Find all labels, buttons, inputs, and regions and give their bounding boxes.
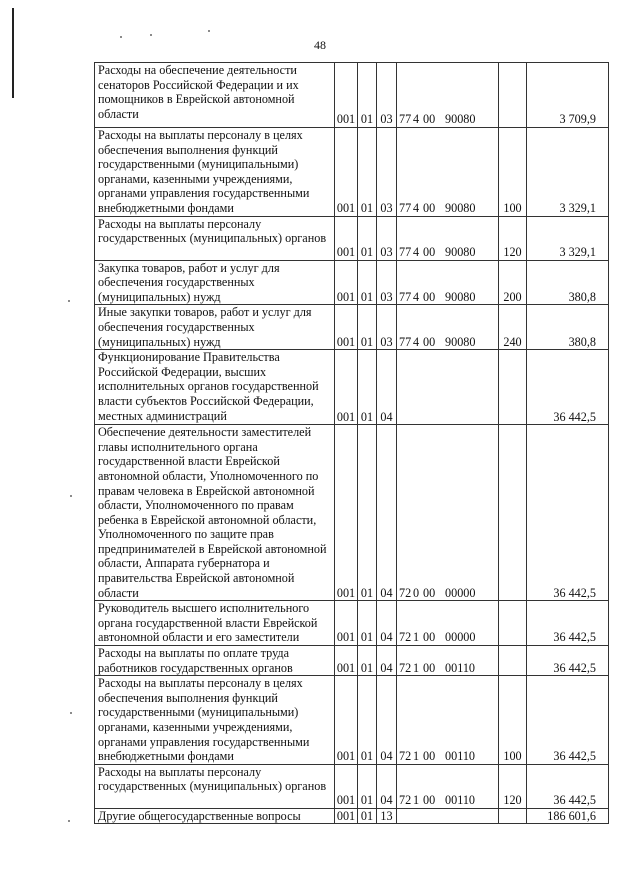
target-item-code-part: 00 <box>423 749 436 764</box>
target-item-code-part: 4 <box>413 289 420 304</box>
page-number: 48 <box>314 38 326 52</box>
expense-type-code-cell: 200 <box>499 260 527 305</box>
amount-cell: 3 329,1 <box>527 128 609 217</box>
expense-type-code-cell <box>499 601 527 646</box>
ministry-code-cell: 001 <box>335 128 358 217</box>
expense-type-code-cell: 120 <box>499 764 527 808</box>
target-item-code-part: 00 <box>423 112 436 127</box>
section-code-cell: 01 <box>358 216 377 260</box>
section-code-cell: 01 <box>358 260 377 305</box>
ministry-code-cell: 001 <box>335 260 358 305</box>
binding-line <box>12 8 14 98</box>
target-item-code-cell <box>397 764 499 808</box>
expense-name-cell: Другие общегосударственные вопросы <box>95 808 335 824</box>
budget-table <box>94 62 609 824</box>
section-code-cell: 01 <box>358 128 377 217</box>
target-item-code-cell <box>397 350 499 425</box>
scan-speck <box>208 30 210 32</box>
amount-cell: 3 329,1 <box>527 216 609 260</box>
target-item-code-part: 77 <box>399 289 412 304</box>
subsection-code-cell: 13 <box>377 808 397 824</box>
target-item-code-part: 77 <box>399 200 412 215</box>
target-item-code-part: 72 <box>399 585 412 600</box>
amount-cell: 36 442,5 <box>527 601 609 646</box>
target-item-code-part: 00 <box>423 630 436 645</box>
amount-cell: 36 442,5 <box>527 350 609 425</box>
target-item-code-part: 90080 <box>445 200 476 215</box>
target-item-code-part: 4 <box>413 112 420 127</box>
expense-type-code-cell <box>499 63 527 128</box>
amount-cell: 36 442,5 <box>527 764 609 808</box>
subsection-code-cell: 03 <box>377 128 397 217</box>
section-code-cell: 01 <box>358 601 377 646</box>
expense-type-code-cell: 120 <box>499 216 527 260</box>
target-item-code-part: 72 <box>399 660 412 675</box>
target-item-code-part: 90080 <box>445 289 476 304</box>
amount-cell: 186 601,6 <box>527 808 609 824</box>
expense-name-cell: Расходы на обеспечение деятельности сенаторов Российской Федерации и их помощников в Еврейской автономной области <box>95 63 335 128</box>
expense-name-cell: Расходы на выплаты персоналу в целях обеспечения выполнения функций государственными (муниципальными) органами, казенными учреждениями, органами управления государственными внебюджетными фондами <box>95 676 335 765</box>
ministry-code-cell: 001 <box>335 425 358 601</box>
ministry-code-cell: 001 <box>335 63 358 128</box>
table-row <box>95 764 609 808</box>
expense-name-cell: Иные закупки товаров, работ и услуг для обеспечения государственных (муниципальных) нужд <box>95 305 335 350</box>
target-item-code-part: 4 <box>413 334 420 349</box>
expense-type-code-cell: 100 <box>499 128 527 217</box>
target-item-code-part: 90080 <box>445 112 476 127</box>
target-item-code-part: 00 <box>423 244 436 259</box>
expense-name-cell: Обеспечение деятельности заместителей главы исполнительного органа государственной власти Еврейской автономной области, Уполномоченного по правам человека в Еврейской автономной области, Уполномоченного по правам ребенка в Еврейской автономной области, Уполномоченного по защите прав предпринимателей в Еврейской автономной области, Аппарата губернатора и правительства Еврейской автономной области <box>95 425 335 601</box>
ministry-code-cell: 001 <box>335 350 358 425</box>
table-row <box>95 63 609 128</box>
subsection-code-cell: 03 <box>377 63 397 128</box>
target-item-code-part: 0 <box>413 585 420 600</box>
table-row <box>95 260 609 305</box>
target-item-code-part: 00 <box>423 793 436 808</box>
target-item-code-cell <box>397 128 499 217</box>
section-code-cell: 01 <box>358 63 377 128</box>
target-item-code-part: 1 <box>413 660 420 675</box>
expense-type-code-cell <box>499 646 527 676</box>
target-item-code-part: 4 <box>413 244 420 259</box>
subsection-code-cell: 03 <box>377 305 397 350</box>
ministry-code-cell: 001 <box>335 676 358 765</box>
target-item-code-cell <box>397 260 499 305</box>
target-item-code-cell <box>397 808 499 824</box>
target-item-code-part: 00 <box>423 585 436 600</box>
target-item-code-part: 1 <box>413 749 420 764</box>
expense-name-cell: Функционирование Правительства Российской Федерации, высших исполнительных органов государственной власти субъектов Российской Федерации, местных администраций <box>95 350 335 425</box>
scan-speck <box>70 495 72 497</box>
ministry-code-cell: 001 <box>335 305 358 350</box>
table-body <box>95 63 609 824</box>
amount-cell: 380,8 <box>527 260 609 305</box>
table-row <box>95 216 609 260</box>
target-item-code-part: 00 <box>423 660 436 675</box>
subsection-code-cell: 04 <box>377 425 397 601</box>
ministry-code-cell: 001 <box>335 808 358 824</box>
amount-cell: 36 442,5 <box>527 676 609 765</box>
section-code-cell: 01 <box>358 676 377 765</box>
expense-name-cell: Закупка товаров, работ и услуг для обеспечения государственных (муниципальных) нужд <box>95 260 335 305</box>
subsection-code-cell: 04 <box>377 764 397 808</box>
target-item-code-part: 00110 <box>445 793 476 808</box>
scan-speck <box>150 34 152 36</box>
subsection-code-cell: 03 <box>377 216 397 260</box>
target-item-code-part: 00 <box>423 200 436 215</box>
table-row <box>95 676 609 765</box>
expense-type-code-cell: 240 <box>499 305 527 350</box>
expense-name-cell: Расходы на выплаты по оплате труда работников государственных органов <box>95 646 335 676</box>
subsection-code-cell: 03 <box>377 260 397 305</box>
section-code-cell: 01 <box>358 646 377 676</box>
ministry-code-cell: 001 <box>335 601 358 646</box>
table-row <box>95 425 609 601</box>
target-item-code-part: 72 <box>399 630 412 645</box>
ministry-code-cell: 001 <box>335 646 358 676</box>
target-item-code-part: 00110 <box>445 660 476 675</box>
target-item-code-cell <box>397 425 499 601</box>
table-row <box>95 601 609 646</box>
section-code-cell: 01 <box>358 764 377 808</box>
target-item-code-cell <box>397 305 499 350</box>
section-code-cell: 01 <box>358 350 377 425</box>
table-row <box>95 305 609 350</box>
table-row <box>95 350 609 425</box>
ministry-code-cell: 001 <box>335 216 358 260</box>
table-row <box>95 646 609 676</box>
target-item-code-cell <box>397 216 499 260</box>
target-item-code-part: 72 <box>399 749 412 764</box>
target-item-code-part: 90080 <box>445 244 476 259</box>
target-item-code-part: 77 <box>399 334 412 349</box>
amount-cell: 3 709,9 <box>527 63 609 128</box>
expense-name-cell: Расходы на выплаты персоналу в целях обеспечения выполнения функций государственными (муниципальными) органами, казенными учреждениями, органами управления государственными внебюджетными фондами <box>95 128 335 217</box>
expense-name-cell: Руководитель высшего исполнительного органа государственной власти Еврейской автономной области и его заместители <box>95 601 335 646</box>
target-item-code-cell <box>397 646 499 676</box>
target-item-code-part: 77 <box>399 244 412 259</box>
expense-type-code-cell <box>499 425 527 601</box>
table-row <box>95 128 609 217</box>
target-item-code-part: 77 <box>399 112 412 127</box>
expense-name-cell: Расходы на выплаты персоналу государственных (муниципальных) органов <box>95 216 335 260</box>
target-item-code-cell <box>397 676 499 765</box>
subsection-code-cell: 04 <box>377 601 397 646</box>
target-item-code-part: 00 <box>423 289 436 304</box>
expense-type-code-cell <box>499 350 527 425</box>
ministry-code-cell: 001 <box>335 764 358 808</box>
amount-cell: 36 442,5 <box>527 646 609 676</box>
amount-cell: 380,8 <box>527 305 609 350</box>
target-item-code-part: 00000 <box>445 585 476 600</box>
target-item-code-part: 1 <box>413 630 420 645</box>
target-item-code-part: 00 <box>423 334 436 349</box>
section-code-cell: 01 <box>358 425 377 601</box>
section-code-cell: 01 <box>358 808 377 824</box>
amount-cell: 36 442,5 <box>527 425 609 601</box>
target-item-code-part: 90080 <box>445 334 476 349</box>
scan-speck <box>68 300 70 302</box>
section-code-cell: 01 <box>358 305 377 350</box>
target-item-code-part: 1 <box>413 793 420 808</box>
subsection-code-cell: 04 <box>377 350 397 425</box>
subsection-code-cell: 04 <box>377 646 397 676</box>
expense-type-code-cell <box>499 808 527 824</box>
scan-speck <box>68 820 70 822</box>
table-row <box>95 808 609 824</box>
target-item-code-cell <box>397 601 499 646</box>
target-item-code-part: 72 <box>399 793 412 808</box>
target-item-code-cell <box>397 63 499 128</box>
expense-name-cell: Расходы на выплаты персоналу государственных (муниципальных) органов <box>95 764 335 808</box>
expense-type-code-cell: 100 <box>499 676 527 765</box>
target-item-code-part: 00110 <box>445 749 476 764</box>
target-item-code-part: 00000 <box>445 630 476 645</box>
scan-speck <box>70 712 72 714</box>
target-item-code-part: 4 <box>413 200 420 215</box>
subsection-code-cell: 04 <box>377 676 397 765</box>
